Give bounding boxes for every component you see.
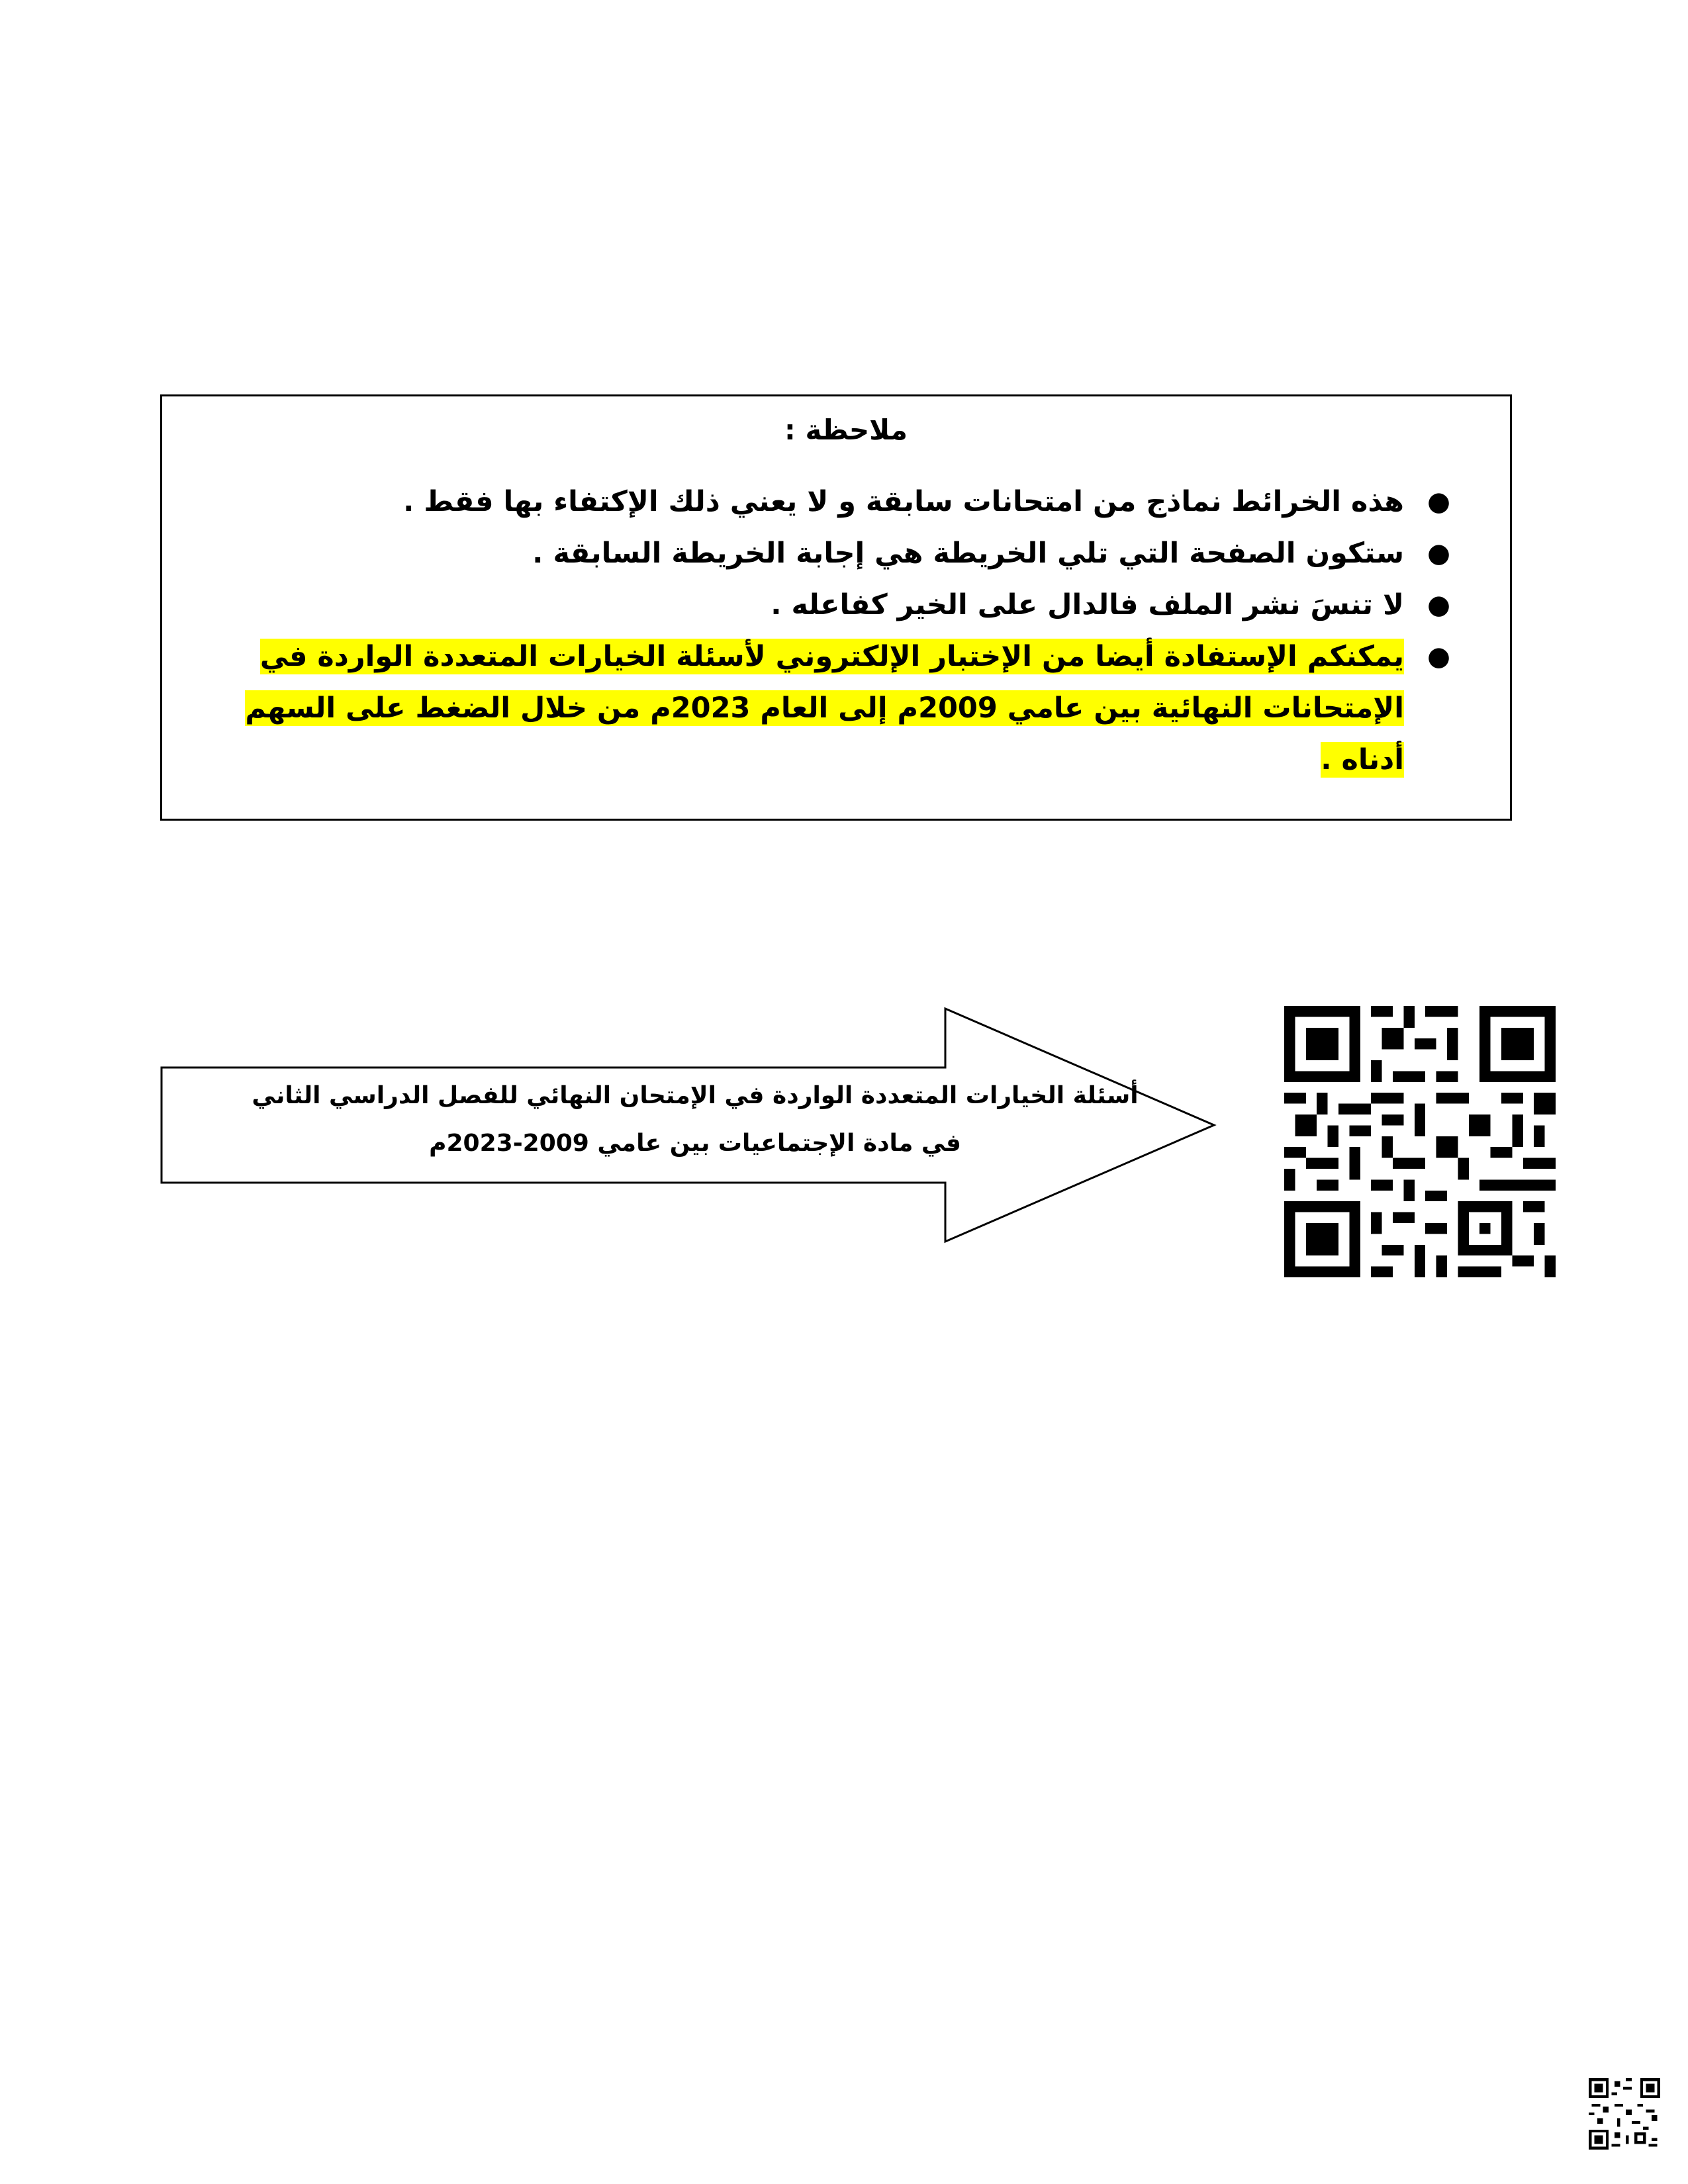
note-list: [193, 476, 1450, 786]
note-item-text: لا تنسَ نشر الملف فالدال على الخير كفاعله .: [771, 588, 1404, 621]
bullet-icon: ●: [1427, 641, 1450, 672]
note-item-text: ستكون الصفحة التي تلي الخريطة هي إجابة الخريطة السابقة .: [532, 537, 1404, 570]
note-item-highlighted: [193, 631, 1450, 786]
arrow-link[interactable]: [159, 1006, 1218, 1244]
arrow-line-2: في مادة الإجتماعيات بين عامي 2009-2023م: [429, 1130, 961, 1157]
bullet-icon: ●: [1427, 590, 1450, 620]
arrow-label: [185, 1072, 1205, 1167]
note-title: ملاحظة :: [784, 414, 908, 446]
note-box: [160, 394, 1512, 821]
note-item-text: يمكنكم الإستفادة أيضا من الإختبار الإلكتروني لأسئلة الخيارات المتعددة الواردة في الإمتحانات النهائية بين عامي 2009م إلى العام 2023م من خلال الضغط على السهم أدناه .: [245, 640, 1404, 776]
qr-code-icon[interactable]: [1284, 1006, 1556, 1277]
arrow-line-1: أسئلة الخيارات المتعددة الواردة في الإمتحان النهائي للفصل الدراسي الثاني: [252, 1082, 1139, 1109]
qr-code-icon[interactable]: [1589, 2078, 1660, 2150]
note-item: [193, 579, 1450, 631]
bullet-icon: ●: [1427, 486, 1450, 517]
note-item-text: هذه الخرائط نماذج من امتحانات سابقة و لا يعني ذلك الإكتفاء بها فقط .: [403, 485, 1404, 518]
note-item: [193, 476, 1450, 527]
bullet-icon: ●: [1427, 538, 1450, 569]
note-item: [193, 527, 1450, 579]
